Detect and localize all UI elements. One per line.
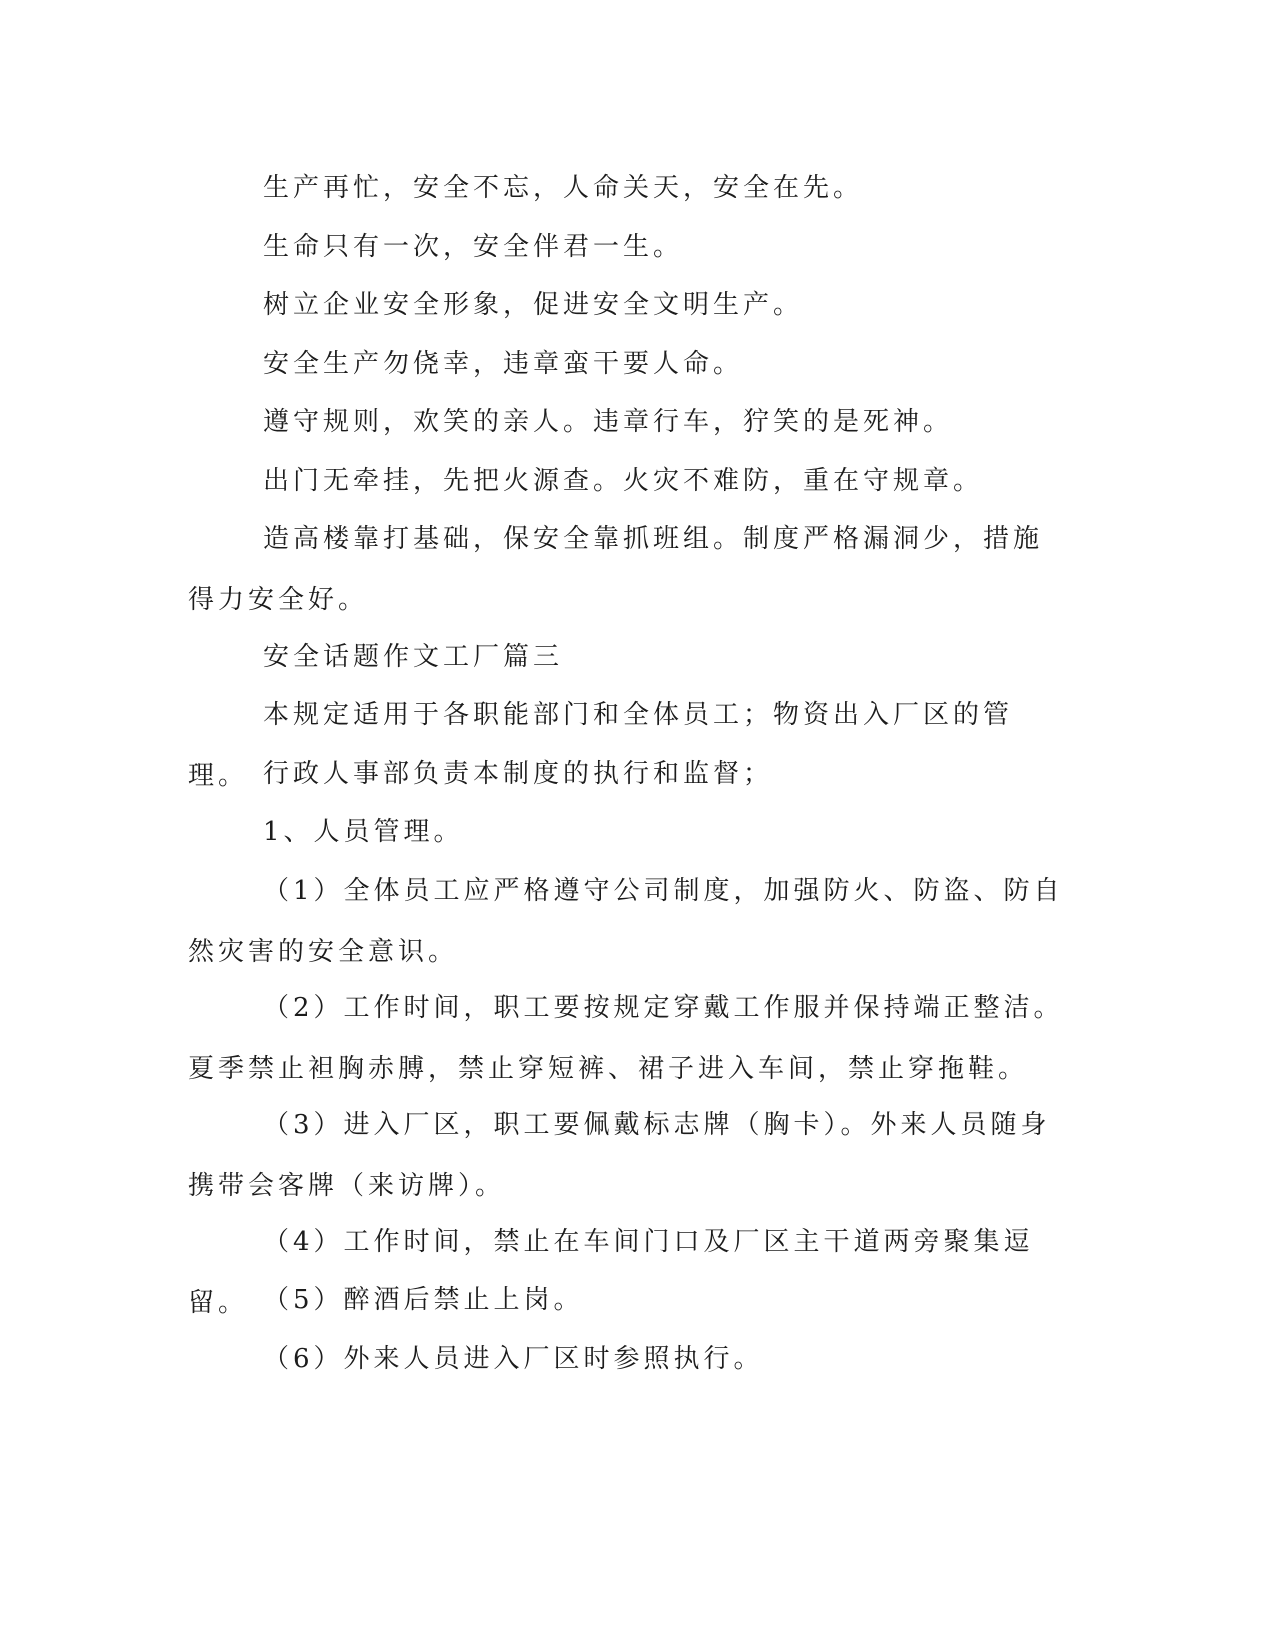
slogan-paragraph-3: 树立企业安全形象，促进安全文明生产。 bbox=[263, 290, 804, 320]
rule-item-4: （4）工作时间，禁止在车间门口及厂区主干道两旁聚集逗留。 bbox=[188, 1227, 1034, 1318]
slogan-paragraph-4: 安全生产勿侥幸，违章蛮干要人命。 bbox=[263, 349, 744, 379]
slogan-paragraph-6: 出门无牵挂，先把火源查。火灾不难防，重在守规章。 bbox=[263, 466, 984, 496]
slogan-paragraph-5: 遵守规则，欢笑的亲人。违章行车，狞笑的是死神。 bbox=[263, 407, 954, 437]
rule-item-3: （3）进入厂区，职工要佩戴标志牌（胸卡）。外来人员随身携带会客牌（来访牌）。 bbox=[188, 1110, 1051, 1201]
scope-paragraph: 本规定适用于各职能部门和全体员工；物资出入厂区的管理。 bbox=[188, 700, 1014, 791]
rule-item-6: （6）外来人员进入厂区时参照执行。 bbox=[263, 1344, 764, 1374]
subsection-heading: 1、人员管理。 bbox=[263, 817, 464, 847]
slogan-paragraph-1: 生产再忙，安全不忘，人命关天，安全在先。 bbox=[263, 173, 864, 203]
section-heading: 安全话题作文工厂篇三 bbox=[263, 642, 564, 672]
rule-item-1: （1）全体员工应严格遵守公司制度，加强防火、防盗、防自然灾害的安全意识。 bbox=[188, 876, 1064, 967]
slogan-paragraph-7: 造高楼靠打基础，保安全靠抓班组。制度严格漏洞少，措施得力安全好。 bbox=[188, 524, 1044, 615]
rule-item-2: （2）工作时间，职工要按规定穿戴工作服并保持端正整洁。夏季禁止袒胸赤膊，禁止穿短裤、裙子进入车间，禁止穿拖鞋。 bbox=[188, 993, 1064, 1084]
rule-item-5: （5）醉酒后禁止上岗。 bbox=[263, 1285, 584, 1315]
slogan-paragraph-2: 生命只有一次，安全伴君一生。 bbox=[263, 232, 684, 262]
responsibility-paragraph: 行政人事部负责本制度的执行和监督； bbox=[263, 759, 774, 789]
